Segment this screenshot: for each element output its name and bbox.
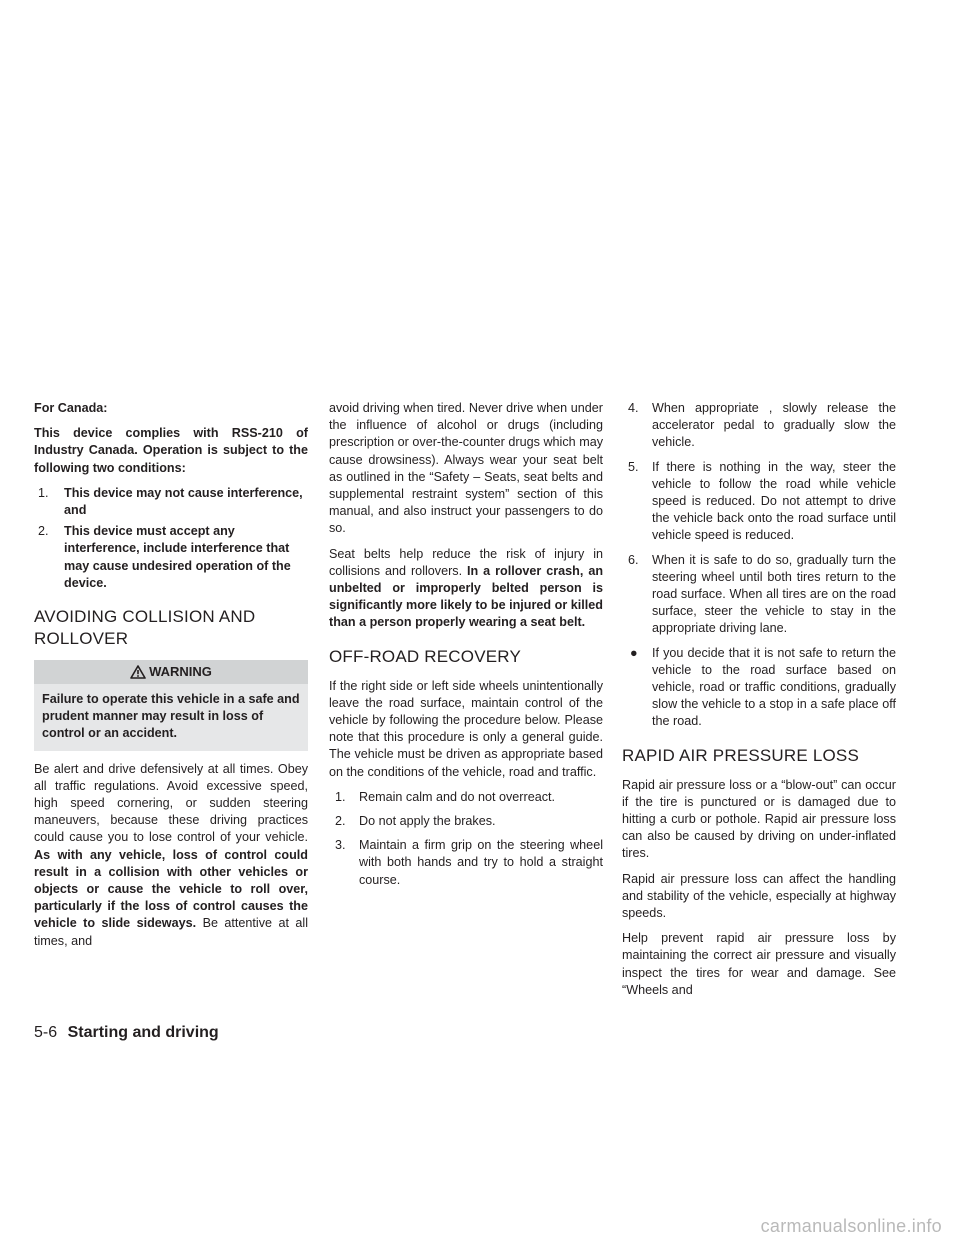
warning-body: Failure to operate this vehicle in a safe and prudent manner may result in loss of control or an accident. [42, 692, 300, 741]
column-middle [329, 400, 603, 896]
air-pressure-paragraph-3: Help prevent rapid air pressure loss by maintaining the correct air pressure and visually inspect the tires for wear and damage. See “Wheels and [622, 931, 896, 997]
list-item: 1. Remain calm and do not overreact. [335, 789, 556, 804]
condition-item: 1. This device may not cause interference, and [38, 485, 303, 518]
watermark: carmanualsonline.info [760, 1216, 942, 1236]
warning-header [34, 660, 308, 684]
compliance-text: This device complies with RSS-210 of Industry Canada. Operation is subject to the following two conditions: [34, 426, 308, 475]
continued-paragraph: avoid driving when tired. Never drive when under the influence of alcohol or drugs (including prescription or over-the-counter drugs which may cause drowsiness). Always wear your seat belt as outlined in the “Safety – Seats, seat belts and supplemental restraint system” section of this manual, and also instruct your passengers to do so. [329, 401, 603, 536]
bullet-item: ● If you decide that it is not safe to return the vehicle to the road surface based on vehicle, road or traffic conditions, gradually slow the vehicle to a stop in a safe place off the road. [630, 645, 896, 729]
page-footer [34, 1024, 219, 1042]
list-item: 3. Maintain a firm grip on the steering wheel with both hands and try to hold a straight course. [335, 838, 603, 887]
section-heading-collision: AVOIDING COLLISION AND ROLLOVER [34, 607, 256, 649]
list-item: 6. When it is safe to do so, gradually turn the steering wheel until both tires return to the road surface. When all tires are on the road surface, steer the vehicle to stay in the appropriate driving lane. [628, 552, 896, 636]
section-name: Starting and driving [67, 1024, 219, 1041]
column-left [34, 400, 308, 958]
column-right [622, 400, 896, 1007]
seatbelt-paragraph: Seat belts help reduce the risk of injury in collisions and rollovers. In a rollover crash, an unbelted or improperly belted person is significantly more likely to be injured or killed than a person properly wearing a seat belt. [329, 546, 604, 630]
air-pressure-paragraph-2: Rapid air pressure loss can affect the handling and stability of the vehicle, especially at highway speeds. [622, 871, 896, 921]
bullet-icon: ● [630, 645, 638, 660]
warning-triangle-icon [130, 665, 146, 679]
page-number: 5-6 [34, 1024, 58, 1041]
warning-title: WARNING [149, 664, 212, 680]
list-item: 5. If there is nothing in the way, steer the vehicle to follow the road while vehicle speed is reduced. Do not attempt to drive the vehicle back onto the road surface until vehicle speed is reduced. [628, 459, 896, 543]
list-item: 2. Do not apply the brakes. [335, 814, 496, 829]
condition-item: 2. This device must accept any interference, include interference that may cause undesired operation of the device. [38, 524, 291, 590]
section-heading-air-pressure: RAPID AIR PRESSURE LOSS [622, 745, 860, 765]
list-item: 4. When appropriate , slowly release the accelerator pedal to gradually slow the vehicle. [628, 401, 896, 450]
warning-box [34, 660, 308, 751]
section-heading-offroad: OFF-ROAD RECOVERY [329, 646, 521, 666]
air-pressure-paragraph-1: Rapid air pressure loss or a “blow-out” can occur if the tire is punctured or is damaged due to hitting a curb or pothole. Rapid air pressure loss can also be caused by driving on under-inflated tires. [622, 777, 896, 861]
offroad-intro: If the right side or left side wheels unintentionally leave the road surface, maintain control of the vehicle by following the procedure below. Please note that this procedure is only a general guide. The vehicle must be driven as appropriate based on the conditions of the vehicle, road and traffic. [329, 678, 603, 779]
canada-label: For Canada: [34, 401, 108, 415]
defensive-driving-paragraph: Be alert and drive defensively at all times. Obey all traffic regulations. Avoid excessive speed, high speed cornering, or sudden steering maneuvers, because these driving practices could cause you to lose control of your vehicle. As with any vehicle, loss of control could result in a collision with other vehicles or objects or cause the vehicle to roll over, particularly if the loss of control causes the vehicle to slide sideways. Be attentive at all times, and [34, 761, 309, 948]
